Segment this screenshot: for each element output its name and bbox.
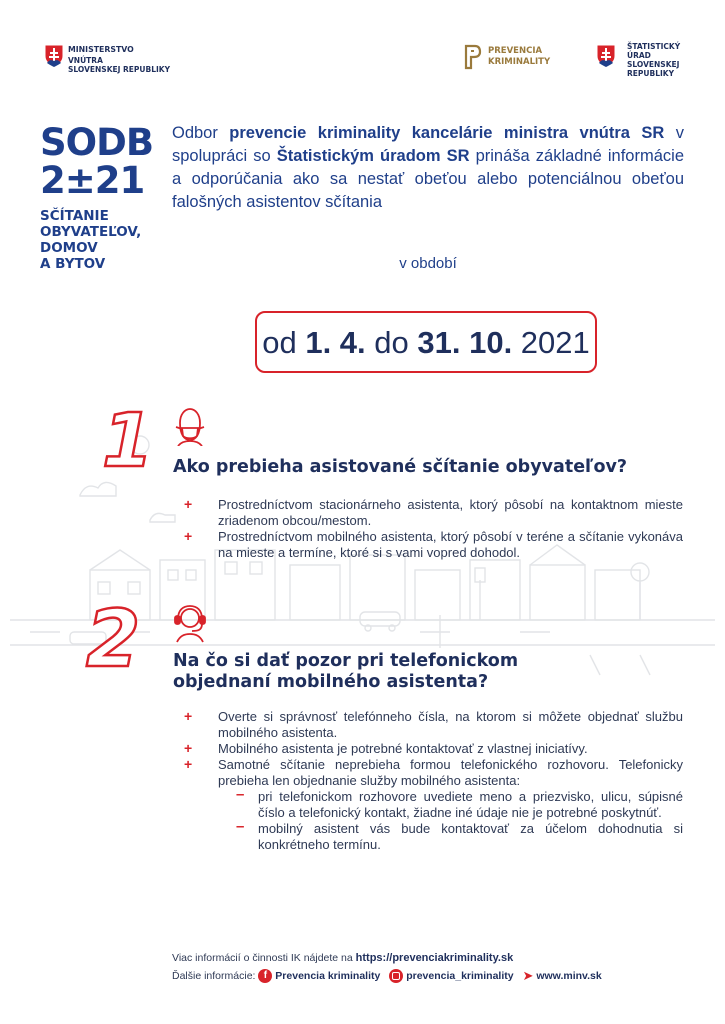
plus-bullet-icon: + <box>184 756 193 772</box>
statistics-logo-line3: SLOVENSKEJ <box>627 60 680 69</box>
list-item-text: Samotné sčítanie neprebieha formou telefonického rozhovoru. Telefonicky prebieha len objednanie služby mobilného asistenta: <box>218 757 683 788</box>
web-link[interactable]: www.minv.sk <box>536 969 602 982</box>
section-1-number <box>92 402 162 472</box>
list-item-text: Prostredníctvom stacionárneho asistenta, ktorý pôsobí na kontaktnom mieste zriadenom obcou/mestom. <box>218 497 683 528</box>
instagram-link[interactable]: prevencia_kriminality <box>406 969 514 982</box>
intro-text-2: v spolupráci so <box>172 124 684 165</box>
sodb-subtitle-2: OBYVATEĽOV, <box>40 224 142 240</box>
plus-bullet-icon: + <box>184 528 193 544</box>
dash-bullet-icon: – <box>236 818 245 835</box>
intro-org-name: prevencie kriminality kancelárie ministra vnútra SR <box>229 124 665 142</box>
date-od: od <box>262 325 306 360</box>
footer-more-label: Ďalšie informácie: <box>172 969 259 982</box>
sodb-subtitle-3: DOMOV <box>40 240 98 256</box>
footer-info-text: Viac informácií o činnosti IK nájdete na <box>172 952 356 964</box>
ministry-logo-line1: MINISTERSTVO <box>68 45 134 54</box>
sodb-logo <box>40 121 160 284</box>
footer-more <box>172 968 692 986</box>
date-range-box <box>255 311 597 373</box>
intro-paragraph <box>172 122 684 214</box>
sub-list-item <box>178 786 683 821</box>
cursor-icon: ➤ <box>522 968 534 983</box>
prevention-logo-line2: KRIMINALITY <box>488 57 551 67</box>
statistics-logo-line4: REPUBLIKY <box>627 69 675 78</box>
list-item <box>178 529 683 561</box>
sodb-subtitle-1: SČÍTANIE <box>40 208 109 224</box>
masked-person-icon <box>173 406 207 446</box>
slovak-coat-of-arms-icon <box>596 44 616 68</box>
intro-text-1: Odbor <box>172 124 230 142</box>
ministry-logo-line2: VNÚTRA <box>68 56 103 65</box>
prevention-logo <box>463 44 563 72</box>
statistics-logo-line2: ÚRAD <box>627 51 651 60</box>
section-1-list <box>178 497 683 561</box>
prevention-emblem-icon <box>463 44 483 70</box>
list-item <box>178 709 683 741</box>
prevention-logo-line1: PREVENCIA <box>488 46 543 56</box>
dash-bullet-icon: – <box>236 786 245 803</box>
ministry-logo-line3: SLOVENSKEJ REPUBLIKY <box>68 65 171 74</box>
list-item <box>178 497 683 529</box>
section-1-number-text: 1 <box>102 402 154 472</box>
ministry-logo <box>44 44 184 76</box>
sub-list-item <box>178 818 683 853</box>
statistics-logo <box>596 42 696 82</box>
plus-bullet-icon: + <box>184 708 193 724</box>
sodb-year: 2±21 <box>40 159 145 202</box>
slovak-coat-of-arms-icon <box>44 44 64 68</box>
intro-statistics-office: Štatistickým úradom SR <box>276 147 470 165</box>
section-1-heading: Ako prebieha asistované sčítanie obyvateľov? <box>173 457 628 477</box>
intro-text-3: prináša základné informácie a odporúčania ako sa nestať obeťou alebo potenciálnou obeťou falošných asistentov sčítania <box>172 147 684 211</box>
section-2-number-text: 2 <box>86 596 141 676</box>
footer-info-link[interactable]: https://prevenciakriminality.sk <box>355 952 514 964</box>
facebook-icon: f <box>258 969 272 983</box>
list-item <box>178 741 683 757</box>
date-do: do <box>365 325 418 360</box>
section-2-list <box>178 709 683 853</box>
period-label: v období <box>399 255 457 272</box>
sub-list-item-text: pri telefonickom rozhovore uvediete meno a priezvisko, ulicu, súpisné číslo a telefonický kontakt, žiadne iné údaje nie je potrebné poskytnúť. <box>258 789 683 820</box>
sub-list-item-text: mobilný asistent vás bude kontaktovať za účelom dohodnutia si konkrétneho termínu. <box>258 821 683 852</box>
date-to: 31. 10. <box>417 325 513 360</box>
plus-bullet-icon: + <box>184 740 193 756</box>
operator-headset-icon <box>172 603 208 643</box>
sodb-title: SODB <box>40 121 154 164</box>
list-item <box>178 757 683 853</box>
plus-bullet-icon: + <box>184 496 193 512</box>
footer-info <box>172 952 692 964</box>
list-item-text: Mobilného asistenta je potrebné kontaktovať z vlastnej iniciatívy. <box>218 741 588 756</box>
list-item-text: Overte si správnosť telefónneho čísla, na ktorom si môžete objednať službu mobilného asistenta. <box>218 709 683 740</box>
instagram-icon <box>389 969 403 983</box>
section-2-heading: Na čo si dať pozor pri telefonickom objednaní mobilného asistenta? <box>173 651 519 692</box>
date-from: 1. 4. <box>305 325 366 360</box>
facebook-link[interactable]: Prevencia kriminality <box>275 969 381 982</box>
sodb-subtitle-4: A BYTOV <box>40 256 106 272</box>
list-item-text: Prostredníctvom mobilného asistenta, ktorý pôsobí v teréne a sčítanie vykonáva na mieste a termíne, ktoré si s vami vopred dohodol. <box>218 529 683 560</box>
statistics-logo-line1: ŠTATISTICKÝ <box>627 42 681 51</box>
section-2-number <box>82 596 162 676</box>
date-year: 2021 <box>512 325 590 360</box>
